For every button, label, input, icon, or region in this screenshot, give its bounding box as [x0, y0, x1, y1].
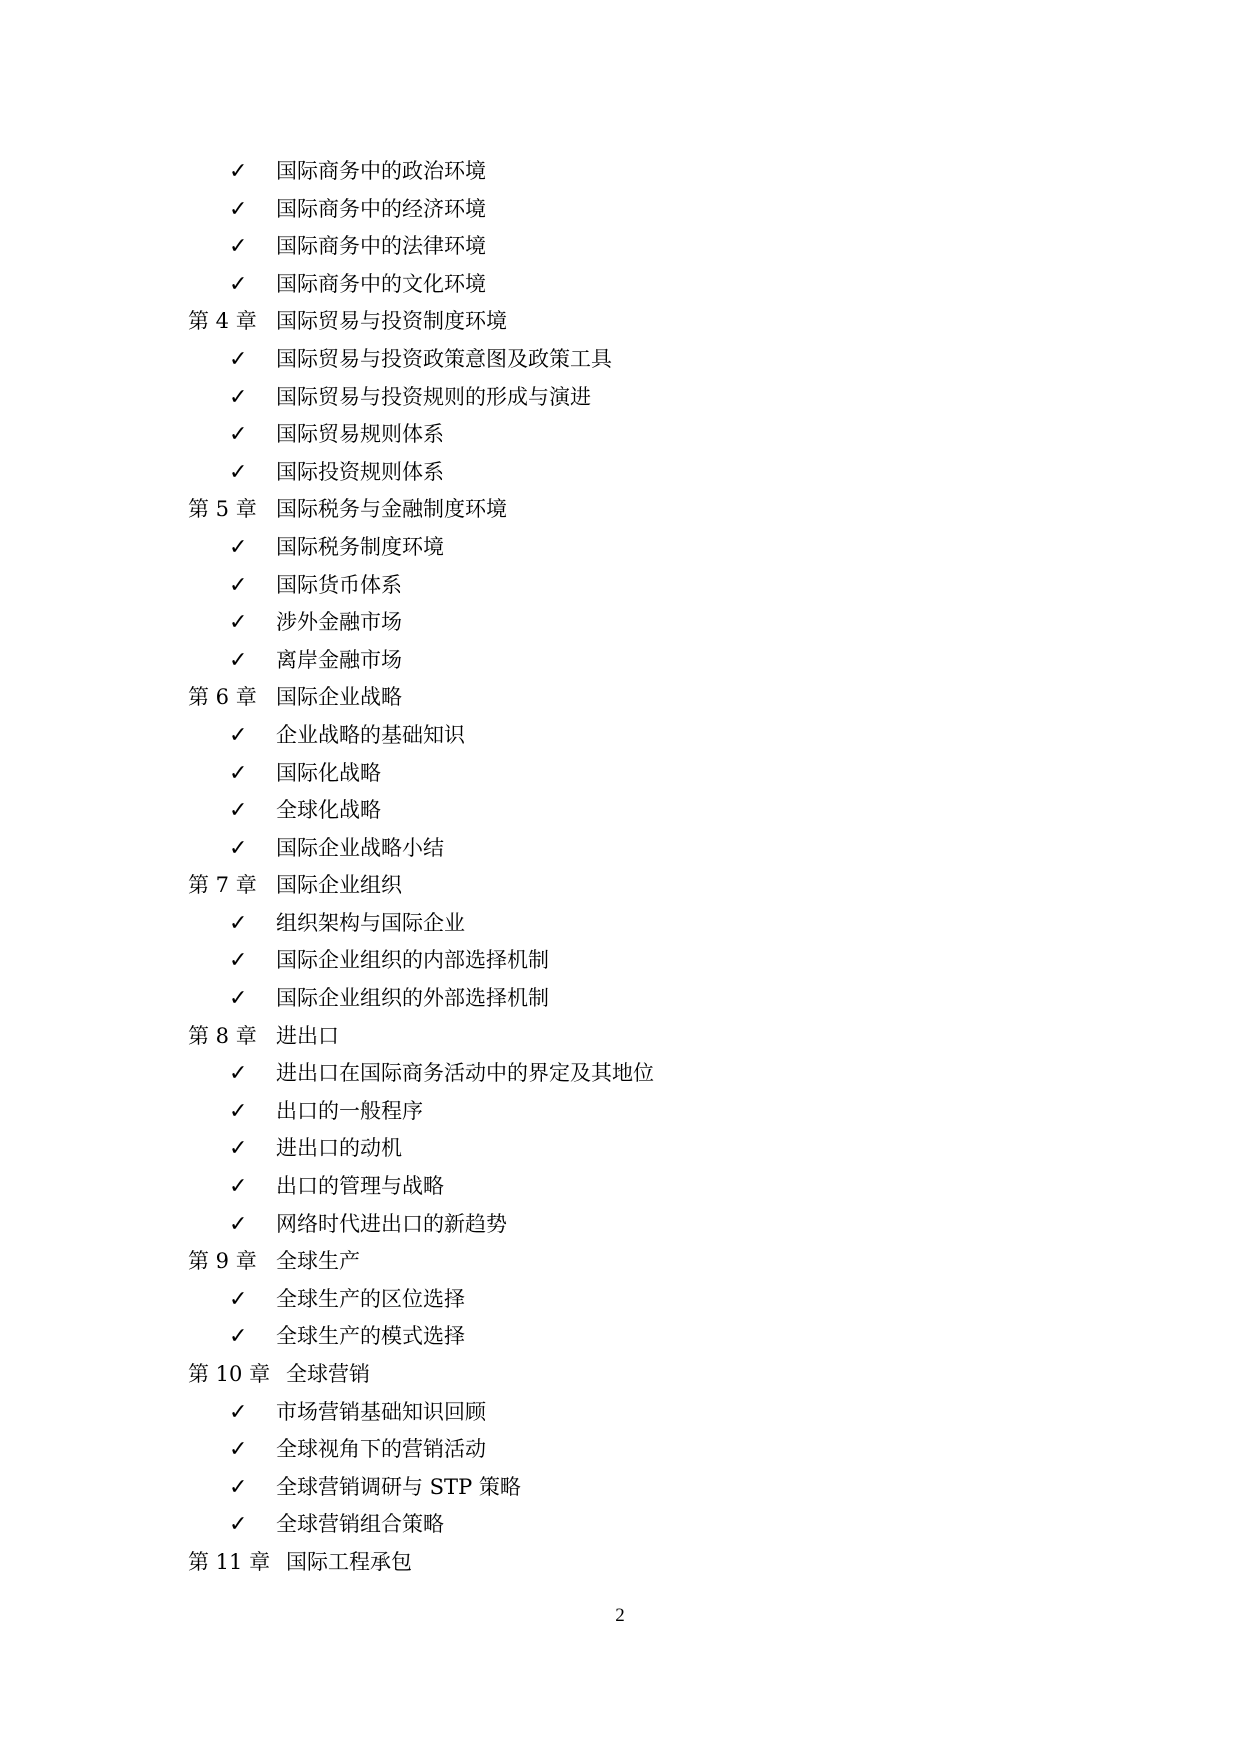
section-title: 组织架构与国际企业: [276, 910, 465, 935]
section-item: [0, 341, 1240, 379]
chapter-number: 第 10 章: [188, 1362, 271, 1386]
section-title: 国际企业战略小结: [276, 835, 444, 860]
section-item: [0, 604, 1240, 642]
chapter-title: 国际工程承包: [286, 1549, 412, 1574]
section-item: [0, 942, 1240, 980]
section-title: 国际企业组织的外部选择机制: [276, 986, 549, 1011]
section-item: [0, 1506, 1240, 1544]
chapter-title: 国际税务与金融制度环境: [276, 497, 507, 522]
section-title: 国际商务中的法律环境: [276, 234, 486, 259]
checkmark-icon: ✓: [229, 910, 248, 936]
checkmark-icon: ✓: [229, 1399, 248, 1425]
checkmark-icon: ✓: [229, 1286, 248, 1312]
section-item: [0, 191, 1240, 229]
section-item: [0, 454, 1240, 492]
page-number: 2: [615, 1605, 625, 1626]
section-title: 进出口的动机: [276, 1136, 402, 1161]
section-title: 国际贸易规则体系: [276, 422, 444, 447]
checkmark-icon: ✓: [229, 722, 248, 748]
section-title: 企业战略的基础知识: [276, 722, 465, 747]
checkmark-icon: ✓: [229, 234, 248, 260]
section-title: 市场营销基础知识回顾: [276, 1399, 486, 1424]
chapter-number: 第 9 章: [188, 1249, 257, 1274]
section-title: 国际贸易与投资政策意图及政策工具: [276, 346, 612, 371]
section-item: [0, 529, 1240, 567]
checkmark-icon: ✓: [229, 1136, 248, 1162]
section-title: 国际投资规则体系: [276, 459, 444, 484]
checkmark-icon: ✓: [229, 798, 248, 824]
section-item: [0, 228, 1240, 266]
checkmark-icon: ✓: [229, 1211, 248, 1237]
section-item: [0, 153, 1240, 191]
section-title: 出口的一般程序: [276, 1098, 423, 1123]
checkmark-icon: ✓: [229, 1437, 248, 1463]
section-title: 国际贸易与投资规则的形成与演进: [276, 384, 591, 409]
checkmark-icon: ✓: [229, 346, 248, 372]
checkmark-icon: ✓: [229, 1174, 248, 1200]
checkmark-icon: ✓: [229, 159, 248, 184]
chapter-heading: [0, 1243, 1240, 1281]
checkmark-icon: ✓: [229, 534, 248, 560]
section-title: 离岸金融市场: [276, 647, 402, 672]
checkmark-icon: ✓: [229, 1512, 248, 1538]
section-item: [0, 1093, 1240, 1131]
section-item: [0, 567, 1240, 605]
section-title: 涉外金融市场: [276, 610, 402, 635]
checkmark-icon: ✓: [229, 986, 248, 1012]
section-title: 国际税务制度环境: [276, 534, 444, 559]
section-title: 全球化战略: [276, 798, 381, 823]
section-item: [0, 642, 1240, 680]
section-title: 全球视角下的营销活动: [276, 1437, 486, 1462]
section-item: [0, 416, 1240, 454]
section-item: [0, 1168, 1240, 1206]
section-item: [0, 905, 1240, 943]
checkmark-icon: ✓: [229, 459, 248, 485]
checkmark-icon: ✓: [229, 760, 248, 786]
checkmark-icon: ✓: [229, 1324, 248, 1350]
chapter-title: 进出口: [276, 1023, 339, 1048]
section-title: 国际商务中的文化环境: [276, 271, 486, 296]
section-item: [0, 266, 1240, 304]
section-item: [0, 755, 1240, 793]
checkmark-icon: ✓: [229, 1061, 248, 1087]
section-item: [0, 379, 1240, 417]
section-item: [0, 717, 1240, 755]
checkmark-icon: ✓: [229, 1098, 248, 1124]
checkmark-icon: ✓: [229, 610, 248, 636]
chapter-title: 全球营销: [286, 1362, 370, 1386]
chapter-heading: [0, 1544, 1240, 1582]
section-title: 网络时代进出口的新趋势: [276, 1211, 507, 1236]
chapter-number: 第 5 章: [188, 497, 257, 522]
section-title: 进出口在国际商务活动中的界定及其地位: [276, 1061, 654, 1086]
checkmark-icon: ✓: [229, 1474, 248, 1500]
table-of-contents: [0, 153, 1240, 1582]
checkmark-icon: ✓: [229, 196, 248, 222]
section-item: [0, 830, 1240, 868]
section-title: 全球生产的区位选择: [276, 1286, 465, 1311]
chapter-heading: [0, 491, 1240, 529]
section-item: [0, 1206, 1240, 1244]
chapter-heading: [0, 867, 1240, 905]
section-item: [0, 1394, 1240, 1432]
section-item: [0, 980, 1240, 1018]
section-title: 全球营销调研与 STP 策略: [276, 1474, 521, 1499]
section-title: 国际化战略: [276, 760, 381, 785]
chapter-number: 第 8 章: [188, 1023, 257, 1048]
section-item: [0, 1469, 1240, 1507]
checkmark-icon: ✓: [229, 271, 248, 297]
chapter-title: 全球生产: [276, 1249, 360, 1274]
checkmark-icon: ✓: [229, 948, 248, 974]
chapter-number: 第 11 章: [188, 1549, 271, 1574]
section-item: [0, 1130, 1240, 1168]
section-item: [0, 1318, 1240, 1356]
chapter-number: 第 4 章: [188, 309, 257, 334]
checkmark-icon: ✓: [229, 647, 248, 673]
chapter-heading: [0, 303, 1240, 341]
chapter-title: 国际企业战略: [276, 685, 402, 710]
chapter-heading: [0, 679, 1240, 717]
section-title: 全球生产的模式选择: [276, 1324, 465, 1349]
chapter-heading: [0, 1018, 1240, 1056]
checkmark-icon: ✓: [229, 384, 248, 410]
section-title: 出口的管理与战略: [276, 1174, 444, 1199]
section-title: 国际商务中的政治环境: [276, 159, 486, 183]
section-title: 国际企业组织的内部选择机制: [276, 948, 549, 973]
section-item: [0, 1431, 1240, 1469]
chapter-heading: [0, 1356, 1240, 1394]
chapter-number: 第 7 章: [188, 873, 257, 898]
section-title: 全球营销组合策略: [276, 1512, 444, 1537]
section-item: [0, 1055, 1240, 1093]
chapter-title: 国际企业组织: [276, 873, 402, 898]
section-title: 国际货币体系: [276, 572, 402, 597]
checkmark-icon: ✓: [229, 572, 248, 598]
chapter-number: 第 6 章: [188, 685, 257, 710]
section-item: [0, 1281, 1240, 1319]
section-item: [0, 792, 1240, 830]
chapter-title: 国际贸易与投资制度环境: [276, 309, 507, 334]
checkmark-icon: ✓: [229, 835, 248, 861]
section-title: 国际商务中的经济环境: [276, 196, 486, 221]
checkmark-icon: ✓: [229, 422, 248, 448]
